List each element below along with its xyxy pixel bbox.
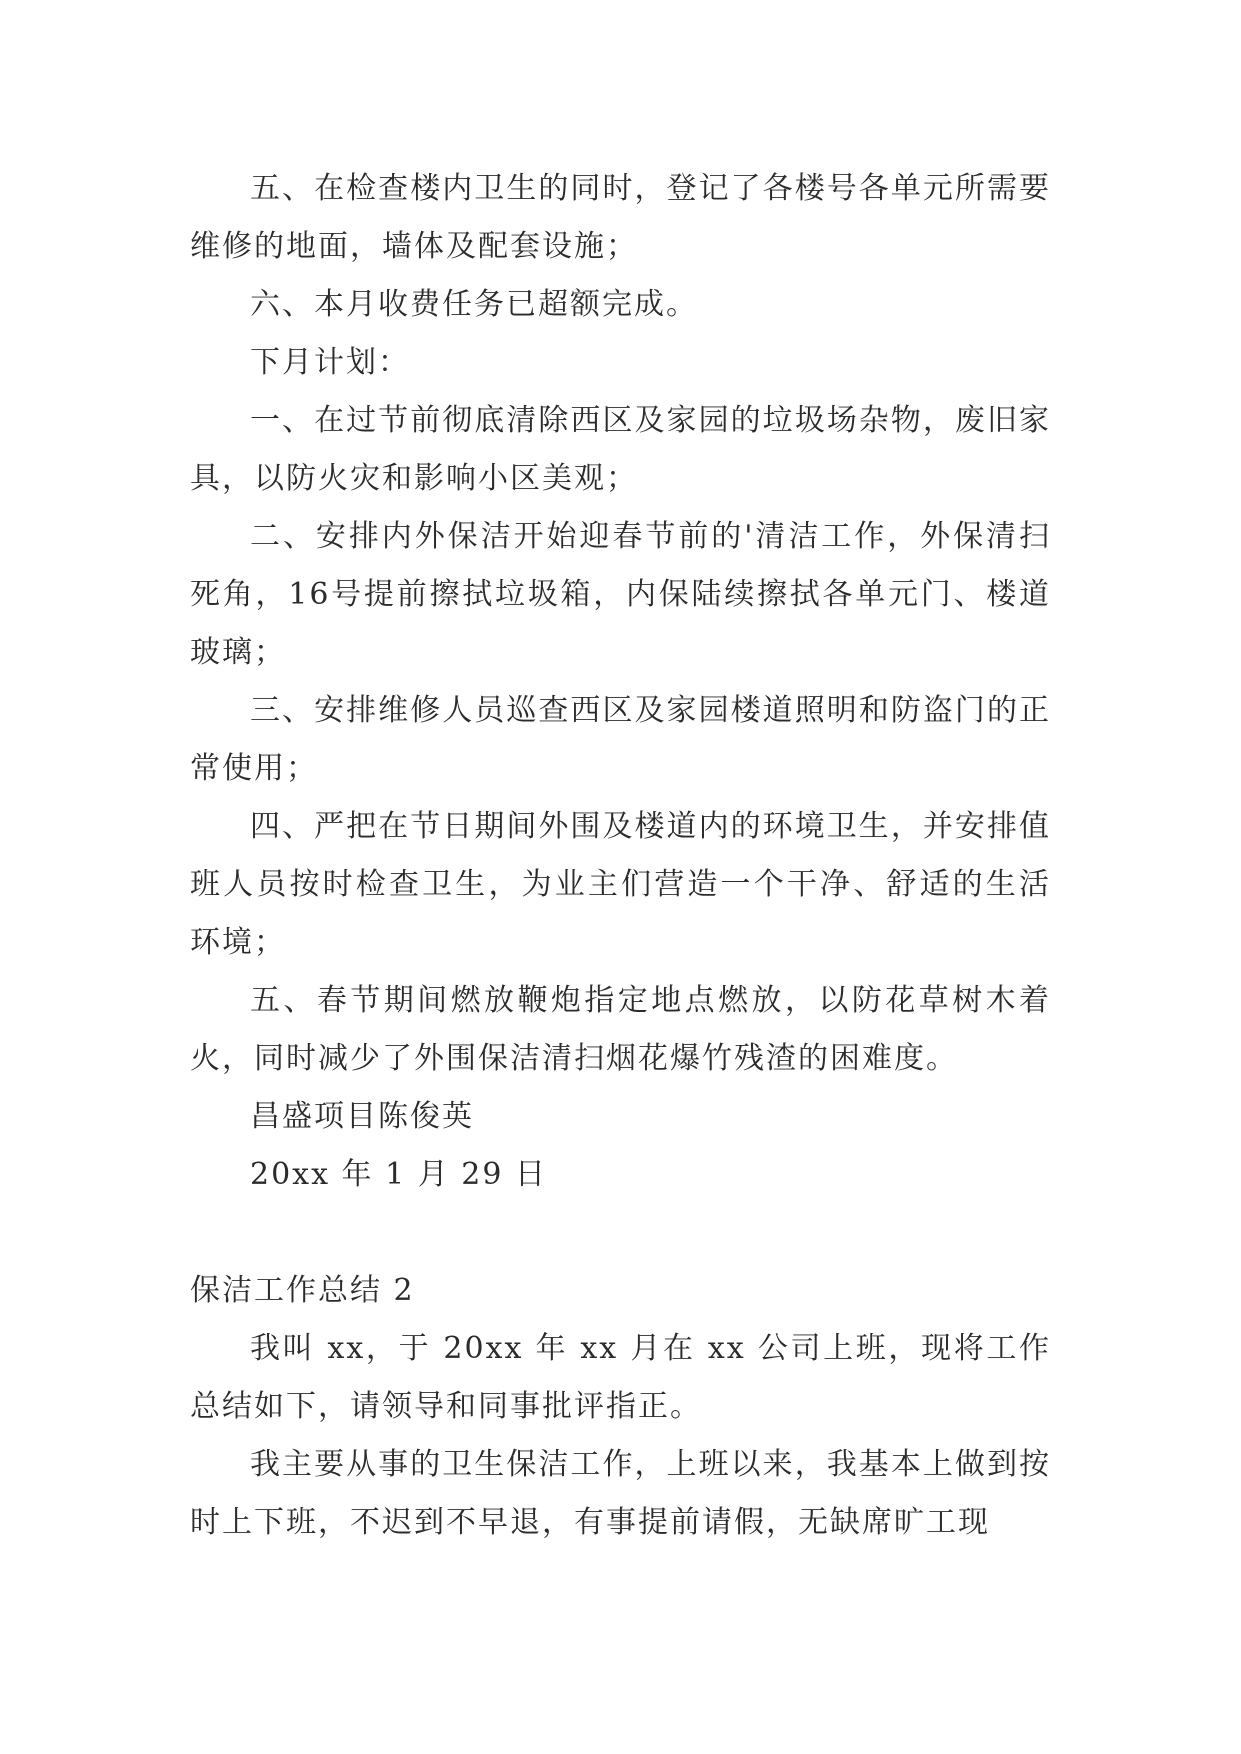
paragraph: 我主要从事的卫生保洁工作，上班以来，我基本上做到按时上下班，不迟到不早退，有事提前请假，无缺席旷工现 bbox=[190, 1447, 1051, 1540]
paragraph: 四、严把在节日期间外围及楼道内的环境卫生，并安排值班人员按时检查卫生，为业主们营造一个干净、舒适的生活环境； bbox=[190, 809, 1051, 960]
paragraph: 六、本月收费任务已超额完成。 bbox=[250, 287, 698, 322]
document-body bbox=[190, 160, 1051, 1552]
paragraph: 五、春节期间燃放鞭炮指定地点燃放，以防花草树木着火，同时减少了外围保洁清扫烟花爆竹残渣的困难度。 bbox=[190, 983, 1051, 1076]
section-gap bbox=[190, 1204, 1051, 1262]
paragraph: 下月计划： bbox=[250, 345, 410, 380]
paragraph: 一、在过节前彻底清除西区及家园的垃圾场杂物，废旧家具，以防火灾和影响小区美观； bbox=[190, 403, 1051, 496]
signature-date: 20xx 年 1 月 29 日 bbox=[250, 1157, 547, 1192]
paragraph: 二、安排内外保洁开始迎春节前的'清洁工作，外保清扫死角，16号提前擦拭垃圾箱，内保陆续擦拭各单元门、楼道玻璃； bbox=[190, 519, 1051, 670]
paragraph: 五、在检查楼内卫生的同时，登记了各楼号各单元所需要维修的地面，墙体及配套设施； bbox=[190, 171, 1051, 264]
paragraph: 三、安排维修人员巡查西区及家园楼道照明和防盗门的正常使用； bbox=[190, 693, 1051, 786]
paragraph: 我叫 xx，于 20xx 年 xx 月在 xx 公司上班，现将工作总结如下，请领导和同事批评指正。 bbox=[190, 1331, 1051, 1424]
section-heading: 保洁工作总结 2 bbox=[190, 1273, 415, 1308]
signature-name: 昌盛项目陈俊英 bbox=[250, 1099, 474, 1134]
